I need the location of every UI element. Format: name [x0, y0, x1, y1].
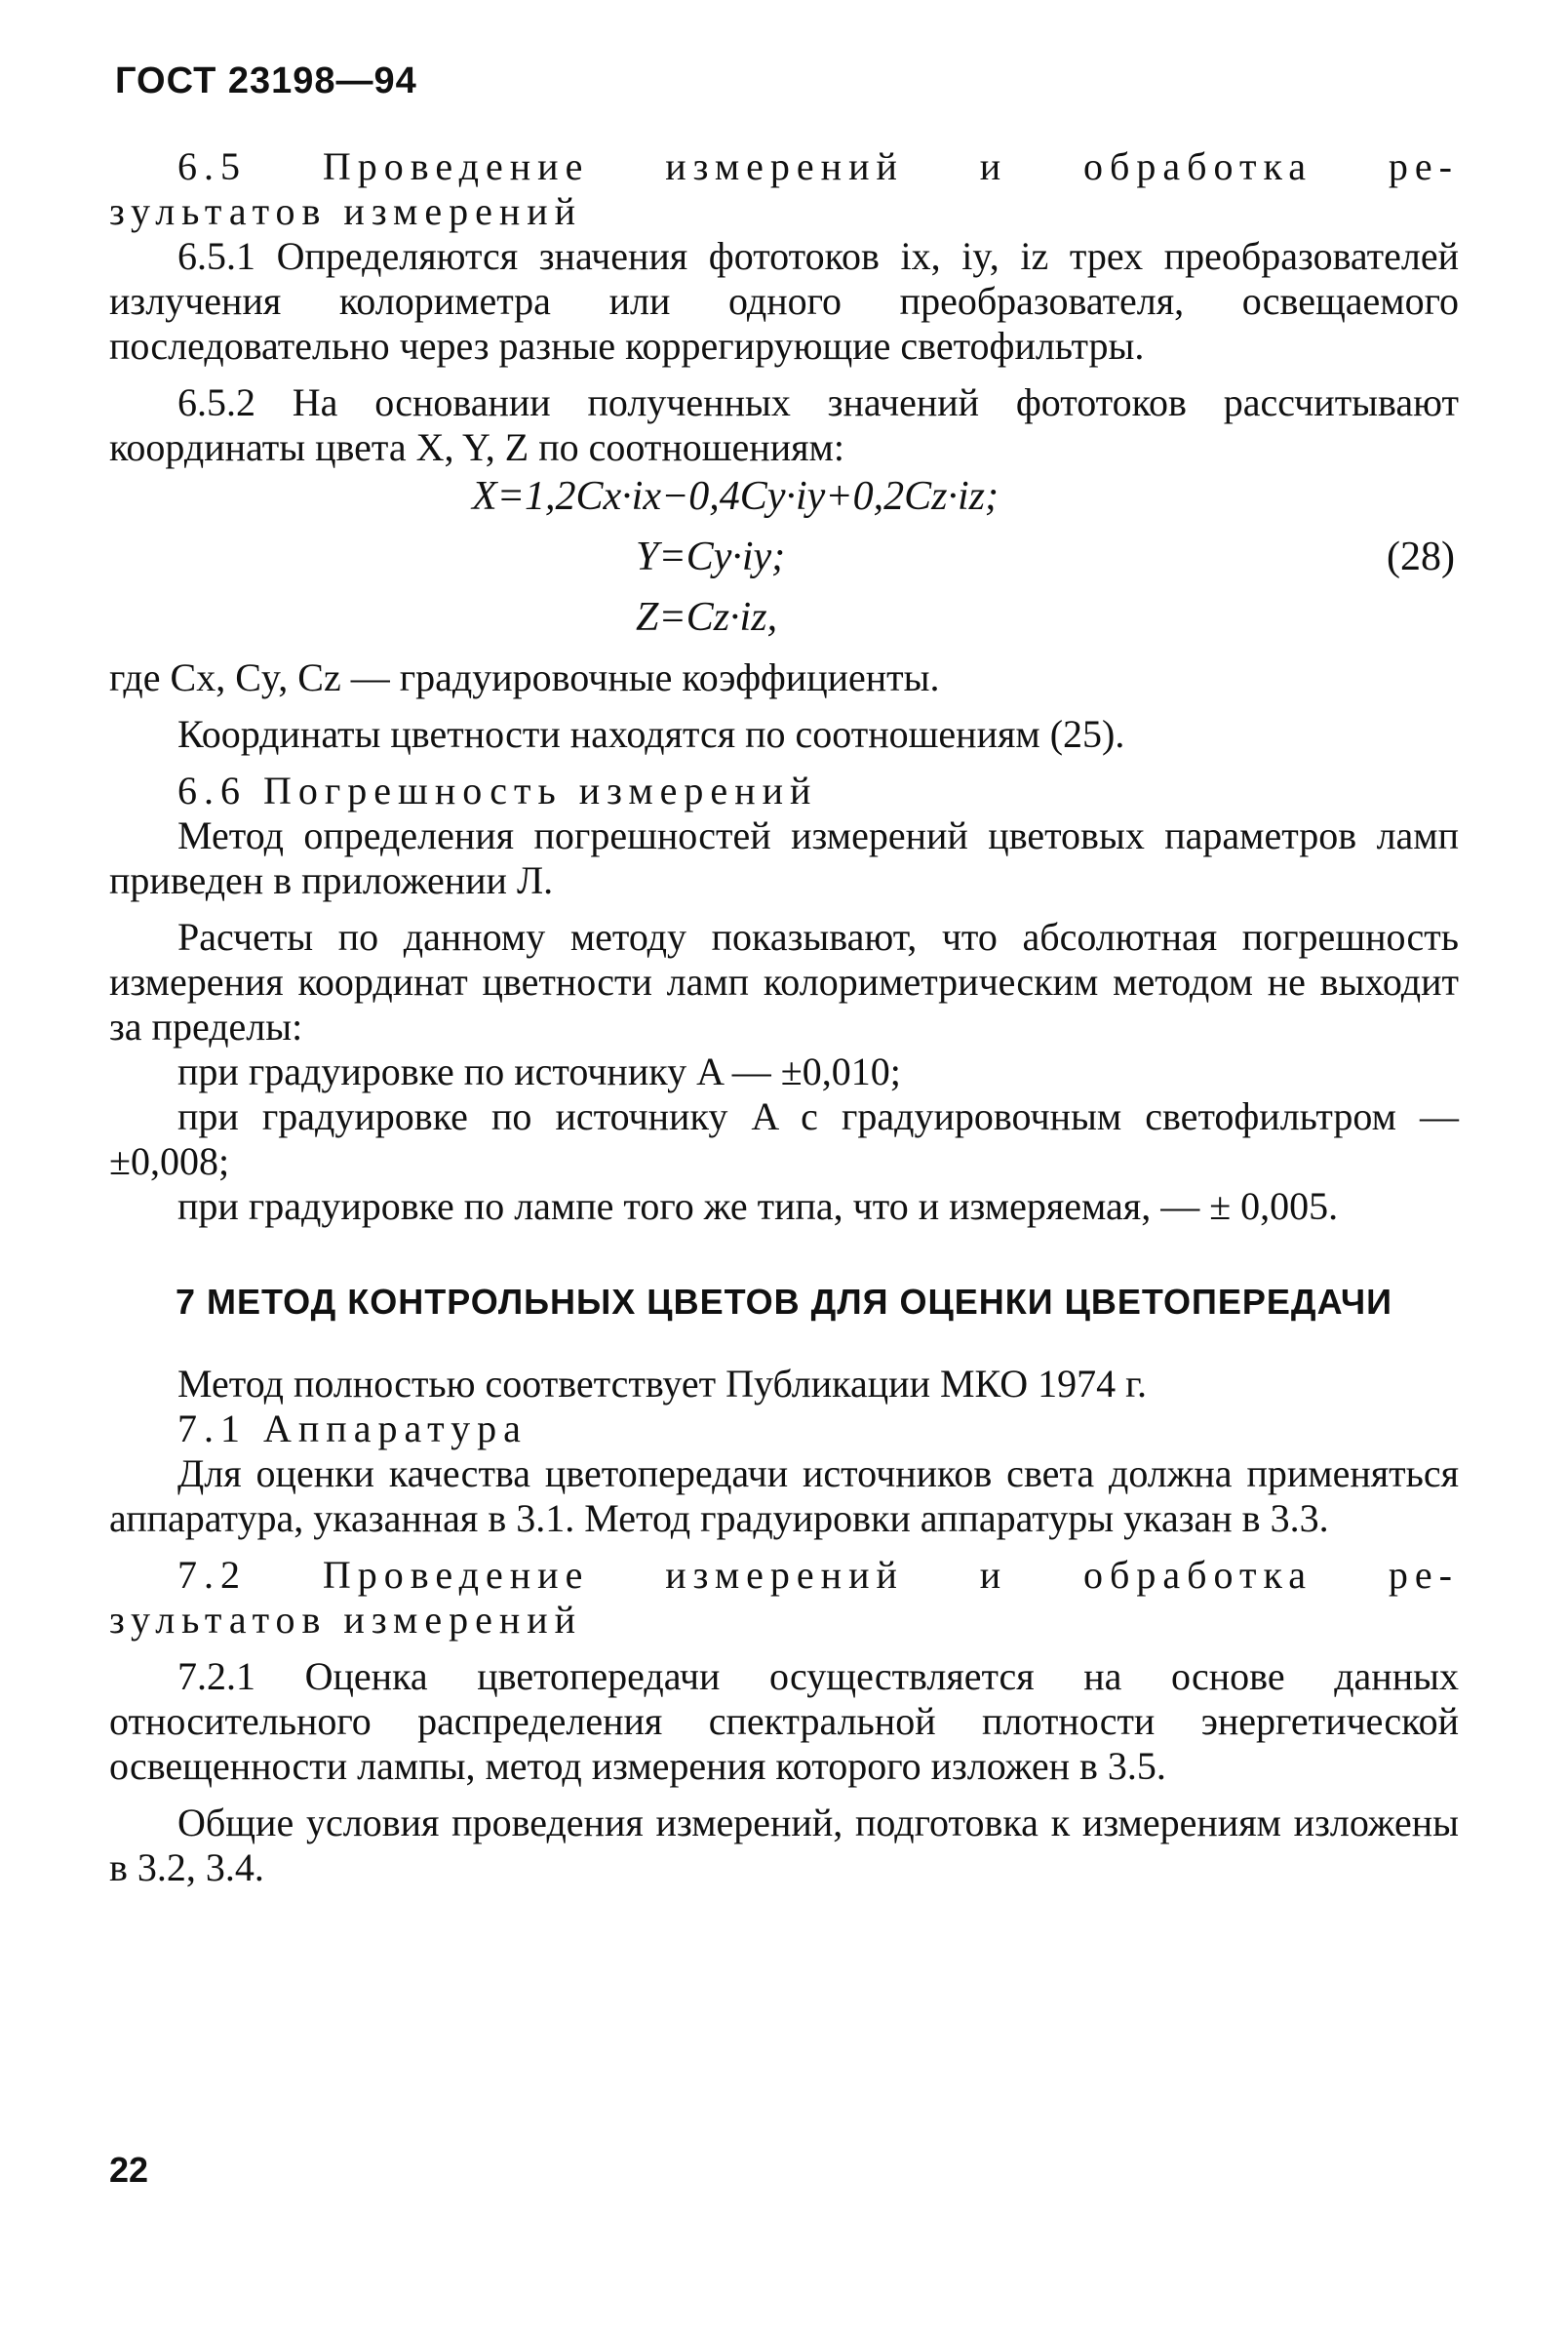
section-7-title: 7 МЕТОД КОНТРОЛЬНЫХ ЦВЕТОВ ДЛЯ ОЦЕНКИ ЦВЕТОПЕРЕДАЧИ: [175, 1282, 1393, 1322]
chromaticity-note: Координаты цветности находятся по соотношениям (25).: [177, 712, 1125, 756]
paragraph-6-6-1: Метод определения погрешностей измерений цветовых параметров ламп приведен в приложении Л.: [109, 813, 1459, 902]
section-7-1-title: 7.1 Аппаратура: [177, 1406, 528, 1450]
limit-item-2: при градуировке по источнику A с градуировочным светофильтром — ±0,008;: [109, 1094, 1459, 1183]
formula-line-y: Y=Cy·iy;: [636, 535, 786, 579]
page-number: 22: [109, 2150, 149, 2190]
page-header: ГОСТ 23198—94: [115, 60, 417, 101]
section-6-6-title: 6.6 Погрешность измерений: [177, 769, 818, 812]
paragraph-7-1: Для оценки качества цветопередачи источников света должна применяться аппаратура, указанная в 3.1. Метод градуировки аппаратуры указан в 3.3.: [109, 1451, 1459, 1540]
page-content: [109, 144, 1459, 1890]
limit-item-3: при градуировке по лампе того же типа, что и измеряемая, — ± 0,005.: [177, 1184, 1339, 1228]
section-7-2-title-line2: зультатов измерений: [109, 1598, 583, 1642]
section-7-2-title-line1: 7.2 Проведение измерений и обработка ре-: [177, 1553, 1459, 1597]
paragraph-6-5-1: 6.5.1 Определяются значения фототоков ix, iy, iz трех преобразователей излучения колориметра или одного преобразователя, освещаемого последовательно через разные коррегирующие светофильтры.: [109, 234, 1459, 368]
limit-item-1: при градуировке по источнику A — ±0,010;: [177, 1050, 901, 1093]
paragraph-7-2-1: 7.2.1 Оценка цветопередачи осуществляется на основе данных относительного распределения спектральной плотности энергетической освещенности лампы, метод измерения которого изложен в 3.5.: [109, 1654, 1459, 1788]
formula-number: (28): [1387, 535, 1455, 579]
formula-28: [109, 474, 1459, 655]
paragraph-7-2-2: Общие условия проведения измерений, подготовка к измерениям изложены в 3.2, 3.4.: [109, 1801, 1459, 1889]
paragraph-7-intro: Метод полностью соответствует Публикации МКО 1974 г.: [177, 1362, 1148, 1406]
formula-legend: где Cx, Cy, Cz — градуировочные коэффициенты.: [109, 655, 940, 699]
section-6-5-title-line1: 6.5 Проведение измерений и обработка ре-: [177, 144, 1459, 188]
paragraph-6-6-2: Расчеты по данному методу показывают, что абсолютная погрешность измерения координат цветности ламп колориметрическим методом не выходит за пределы:: [109, 915, 1459, 1049]
formula-line-x: X=1,2Cx·ix−0,4Cy·iy+0,2Cz·iz;: [472, 474, 999, 519]
formula-line-z: Z=Cz·iz,: [636, 595, 778, 640]
paragraph-6-5-2: 6.5.2 На основании полученных значений фототоков рассчитывают координаты цвета X, Y, Z по соотношениям:: [109, 380, 1459, 469]
section-6-5-title-line2: зультатов измерений: [109, 189, 583, 233]
